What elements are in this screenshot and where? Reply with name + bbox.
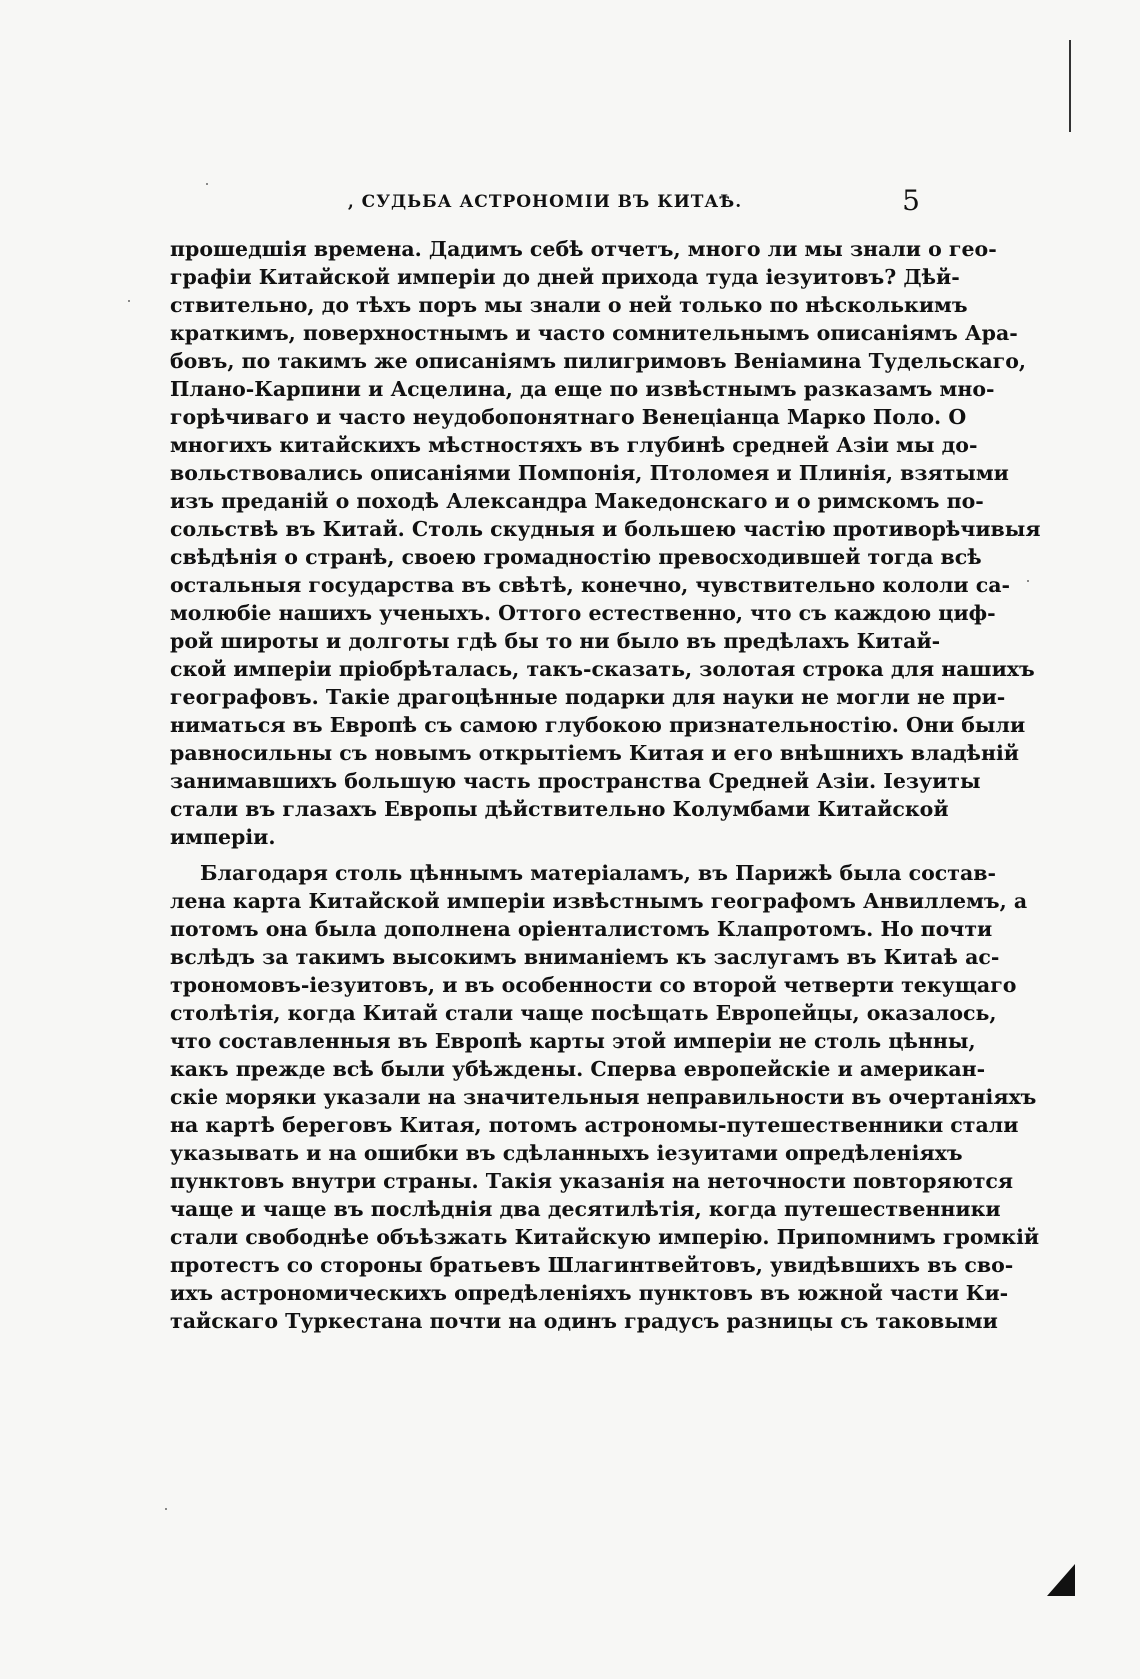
text-line: имперіи. — [170, 825, 276, 849]
text-line: ской имперіи пріобрѣталась, такъ-сказать, золотая строка для нашихъ — [170, 657, 1035, 681]
text-line: лена карта Китайской имперіи извѣстнымъ географомъ Анвиллемъ, а — [170, 889, 1028, 913]
text-line: занимавшихъ большую часть пространства Средней Азіи. Іезуиты — [170, 769, 981, 793]
running-title: , СУДЬБА АСТРОНОМІИ ВЪ КИТАѢ. — [347, 192, 743, 212]
text-line: краткимъ, поверхностнымъ и часто сомнительнымъ описаніямъ Ара- — [170, 321, 1018, 345]
page-corner-shadow — [1047, 1564, 1075, 1596]
text-line: географовъ. Такіе драгоцѣнные подарки для науки не могли не при- — [170, 685, 1006, 709]
text-line: стали свободнѣе объѣзжать Китайскую имперію. Припомнимъ громкій — [170, 1225, 1040, 1249]
text-line: бовъ, по такимъ же описаніямъ пилигримовъ Веніамина Тудельскаго, — [170, 349, 1027, 373]
text-line: рой широты и долготы гдѣ бы то ни было въ предѣлахъ Китай- — [170, 629, 941, 653]
text-line: ствительно, до тѣхъ поръ мы знали о ней только по нѣсколькимъ — [170, 293, 968, 317]
text-line: потомъ она была дополнена оріенталистомъ Клапротомъ. Но почти — [170, 917, 993, 941]
scan-edge-line — [1069, 40, 1071, 132]
text-line: тайскаго Туркестана почти на одинъ градусъ разницы съ таковыми — [170, 1309, 998, 1333]
text-line: графіи Китайской имперіи до дней прихода туда іезуитовъ? Дѣй- — [170, 265, 960, 289]
scan-speck — [206, 183, 208, 185]
text-line: скіе моряки указали на значительныя неправильности въ очертаніяхъ — [170, 1085, 1037, 1109]
text-line: свѣдѣнія о странѣ, своею громадностію превосходившей тогда всѣ — [170, 545, 982, 569]
text-line: вольствовались описаніями Помпонія, Птоломея и Плинія, взятыми — [170, 461, 1009, 485]
text-line: ихъ астрономическихъ опредѣленіяхъ пунктовъ въ южной части Ки- — [170, 1281, 1009, 1305]
text-line: пунктовъ внутри страны. Такія указанія на неточности повторяются — [170, 1169, 1014, 1193]
scan-speck — [165, 1508, 167, 1510]
scan-speck — [128, 300, 130, 302]
running-head — [170, 184, 920, 220]
text-line: столѣтія, когда Китай стали чаще посѣщать Европейцы, оказалось, — [170, 1001, 997, 1025]
scan-speck — [1027, 580, 1029, 582]
text-line: сольствѣ въ Китай. Столь скудныя и большею частію противорѣчивыя — [170, 517, 1041, 541]
text-line: изъ преданій о походѣ Александра Македонскаго и о римскомъ по- — [170, 489, 984, 513]
text-line: какъ прежде всѣ были убѣждены. Сперва европейскіе и американ- — [170, 1057, 986, 1081]
text-line: Благодаря столь цѣннымъ матеріаламъ, въ Парижѣ была состав- — [200, 861, 996, 885]
text-line: прошедшія времена. Дадимъ себѣ отчетъ, много ли мы знали о гео- — [170, 237, 997, 261]
text-line: равносильны съ новымъ открытіемъ Китая и его внѣшнихъ владѣній — [170, 741, 1019, 765]
text-line: молюбіе нашихъ ученыхъ. Оттого естественно, что съ каждою циф- — [170, 601, 996, 625]
text-line: на картѣ береговъ Китая, потомъ астрономы-путешественники стали — [170, 1113, 1019, 1137]
text-line: протестъ со стороны братьевъ Шлагинтвейтовъ, увидѣвшихъ въ сво- — [170, 1253, 1014, 1277]
text-line: стали въ глазахъ Европы дѣйствительно Колумбами Китайской — [170, 797, 949, 821]
text-line: что составленныя въ Европѣ карты этой имперіи не столь цѣнны, — [170, 1029, 976, 1053]
text-line: горѣчиваго и часто неудобопонятнаго Венеціанца Марко Поло. О — [170, 405, 967, 429]
text-line: Плано-Карпини и Асцелина, да еще по извѣстнымъ разказамъ мно- — [170, 377, 995, 401]
text-line: ниматься въ Европѣ съ самою глубокою признательностію. Они были — [170, 713, 1026, 737]
text-line: вслѣдъ за такимъ высокимъ вниманіемъ къ заслугамъ въ Китаѣ ас- — [170, 945, 1000, 969]
page-number: 5 — [902, 184, 920, 217]
text-line: остальныя государства въ свѣтѣ, конечно, чувствительно кололи са- — [170, 573, 1011, 597]
text-line: трономовъ-іезуитовъ, и въ особенности со второй четверти текущаго — [170, 973, 1017, 997]
text-line: многихъ китайскихъ мѣстностяхъ въ глубинѣ средней Азіи мы до- — [170, 433, 978, 457]
text-line: указывать и на ошибки въ сдѣланныхъ іезуитами опредѣленіяхъ — [170, 1141, 963, 1165]
text-line: чаще и чаще въ послѣднія два десятилѣтія, когда путешественники — [170, 1197, 1001, 1221]
